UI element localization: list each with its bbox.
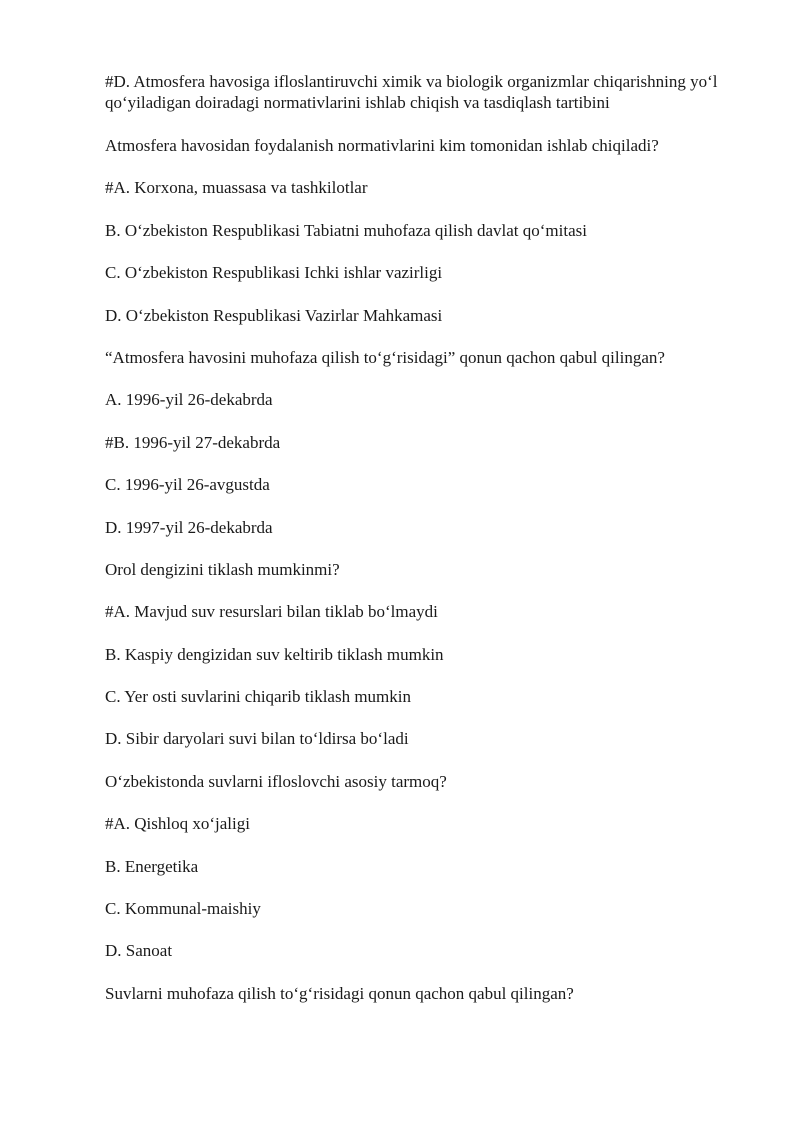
question-line: O‘zbekistonda suvlarni ifloslovchi asosiy tarmoq? [105,771,447,791]
question-line: Atmosfera havosidan foydalanish normativlarini kim tomonidan ishlab chiqiladi? [105,136,659,155]
document-body [105,71,755,1025]
answer-option-line: B. Kaspiy dengizidan suv keltirib tiklash mumkin [105,644,444,664]
answer-option-line: C. Kommunal-maishiy [105,899,261,919]
answer-option-line: C. O‘zbekiston Respublikasi Ichki ishlar vazirligi [105,263,443,283]
answer-option-line: C. Yer osti suvlarini chiqarib tiklash mumkin [105,687,411,707]
answer-option-line: #B. 1996-yil 27-dekabrda [105,432,281,452]
question-line: Suvlarni muhofaza qilish to‘g‘risidagi qonun qachon qabul qilingan? [105,983,574,1003]
answer-option-line: #A. Mavjud suv resurslari bilan tiklab bo‘lmaydi [105,602,438,622]
answer-option-line: D. Sanoat [105,941,173,961]
answer-option-line: #A. Qishloq xo‘jaligi [105,814,250,834]
answer-option-line: D. Sibir daryolari suvi bilan to‘ldirsa bo‘ladi [105,729,409,749]
answer-option-line: C. 1996-yil 26-avgustda [105,475,270,495]
answer-option-line: A. 1996-yil 26-dekabrda [105,390,273,410]
answer-option-line: B. Energetika [105,856,199,876]
question-line: Orol dengizini tiklash mumkinmi? [105,559,340,579]
answer-option-line: #A. Korxona, muassasa va tashkilotlar [105,178,368,198]
answer-option-line: D. 1997-yil 26-dekabrda [105,517,273,537]
question-line: “Atmosfera havosini muhofaza qilish to‘g‘risidagi” qonun qachon qabul qilingan? [105,347,665,367]
answer-option-line: #D. Atmosfera havosiga ifloslantiruvchi ximik va biologik organizmlar chiqarishning yo‘l qo‘yiladigan doiradagi normativlarini ishlab chiqish va tasdiqlash tartibini [105,72,718,112]
answer-option-line: D. O‘zbekiston Respublikasi Vazirlar Mahkamasi [105,305,443,325]
answer-option-line: B. O‘zbekiston Respublikasi Tabiatni muhofaza qilish davlat qo‘mitasi [105,220,587,240]
